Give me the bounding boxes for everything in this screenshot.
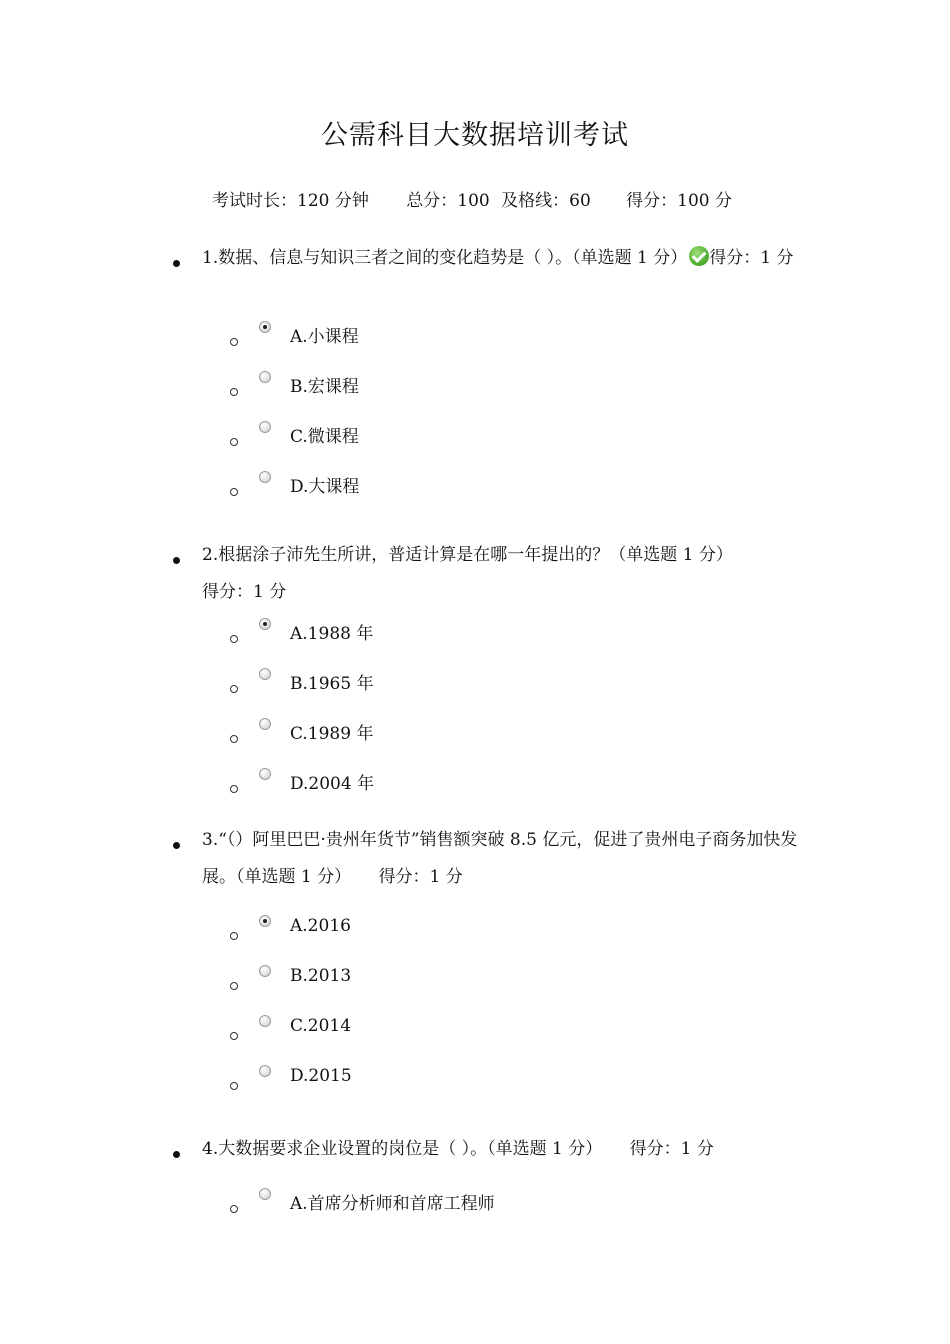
radio-button[interactable] (259, 471, 271, 483)
question-text (202, 1131, 802, 1168)
radio-button[interactable] (259, 1188, 271, 1200)
option-bullet (230, 438, 238, 446)
option-label: D.2015 (290, 1066, 352, 1086)
option-bullet (230, 1082, 238, 1090)
option-bullet (230, 685, 238, 693)
option-bullet (230, 635, 238, 643)
question-stem: 3.“（）阿里巴巴·贵州年货节”销售额突破 8.5 亿元，促进了贵州电子商务加快发展。（单选题 1 分） (202, 830, 798, 887)
option-label: B.宏课程 (290, 377, 359, 397)
option-label: A.2016 (290, 916, 351, 936)
radio-button[interactable] (259, 965, 271, 977)
option-bullet (230, 932, 238, 940)
radio-button[interactable] (259, 718, 271, 730)
question-stem: 4.大数据要求企业设置的岗位是（ ）。（单选题 1 分） (202, 1139, 603, 1159)
option-label: C.1989 年 (290, 724, 374, 744)
question-text (202, 822, 802, 896)
question-text (202, 240, 802, 277)
exam-total-score: 总分：100 (406, 191, 490, 211)
option-a[interactable] (0, 618, 950, 658)
question-score: 得分：1 分 (202, 582, 287, 602)
option-bullet (230, 735, 238, 743)
question-text (202, 537, 802, 611)
question-stem: 2.根据涂子沛先生所讲，普适计算是在哪一年提出的？（单选题 1 分） (202, 545, 733, 565)
option-label: B.2013 (290, 966, 352, 986)
option-c[interactable] (0, 1015, 950, 1055)
option-b[interactable] (0, 965, 950, 1005)
question-score: 得分：1 分 (378, 867, 463, 887)
radio-button[interactable] (259, 1015, 271, 1027)
option-a[interactable] (0, 915, 950, 955)
option-bullet (230, 388, 238, 396)
option-d[interactable] (0, 471, 950, 511)
option-label: D.2004 年 (290, 774, 375, 794)
option-label: B.1965 年 (290, 674, 374, 694)
exam-meta (212, 186, 732, 211)
option-bullet (230, 982, 238, 990)
option-b[interactable] (0, 668, 950, 708)
option-label: A.小课程 (290, 327, 359, 347)
option-bullet (230, 338, 238, 346)
option-bullet (230, 1032, 238, 1040)
radio-button-checked[interactable] (259, 321, 271, 333)
option-label: A.1988 年 (290, 624, 374, 644)
question-stem: 1.数据、信息与知识三者之间的变化趋势是（ ）。（单选题 1 分） (202, 248, 688, 268)
option-c[interactable] (0, 421, 950, 461)
radio-button[interactable] (259, 421, 271, 433)
option-label: C.微课程 (290, 427, 359, 447)
question-bullet (173, 842, 180, 849)
radio-button[interactable] (259, 768, 271, 780)
exam-pass-line: 及格线：60 (501, 191, 591, 211)
question-bullet (173, 1151, 180, 1158)
option-a[interactable] (0, 321, 950, 361)
exam-duration: 考试时长：120 分钟 (212, 191, 369, 211)
question-bullet (173, 557, 180, 564)
radio-button[interactable] (259, 1065, 271, 1077)
option-bullet (230, 785, 238, 793)
option-bullet (230, 1205, 238, 1213)
option-d[interactable] (0, 1065, 950, 1105)
option-b[interactable] (0, 371, 950, 411)
page-title: 公需科目大数据培训考试 (321, 120, 629, 151)
question-bullet (173, 260, 180, 267)
option-label: C.2014 (290, 1016, 352, 1036)
radio-button-checked[interactable] (259, 618, 271, 630)
option-label: D.大课程 (290, 477, 360, 497)
option-d[interactable] (0, 768, 950, 808)
question-score: 得分：1 分 (629, 1139, 714, 1159)
radio-button[interactable] (259, 668, 271, 680)
option-a[interactable] (0, 1188, 950, 1228)
radio-button-checked[interactable] (259, 915, 271, 927)
exam-final-score: 得分：100 分 (626, 191, 733, 211)
question-score: 得分：1 分 (709, 248, 794, 268)
check-circle-icon (689, 246, 709, 266)
option-c[interactable] (0, 718, 950, 758)
option-bullet (230, 488, 238, 496)
option-label: A.首席分析师和首席工程师 (290, 1194, 495, 1214)
radio-button[interactable] (259, 371, 271, 383)
